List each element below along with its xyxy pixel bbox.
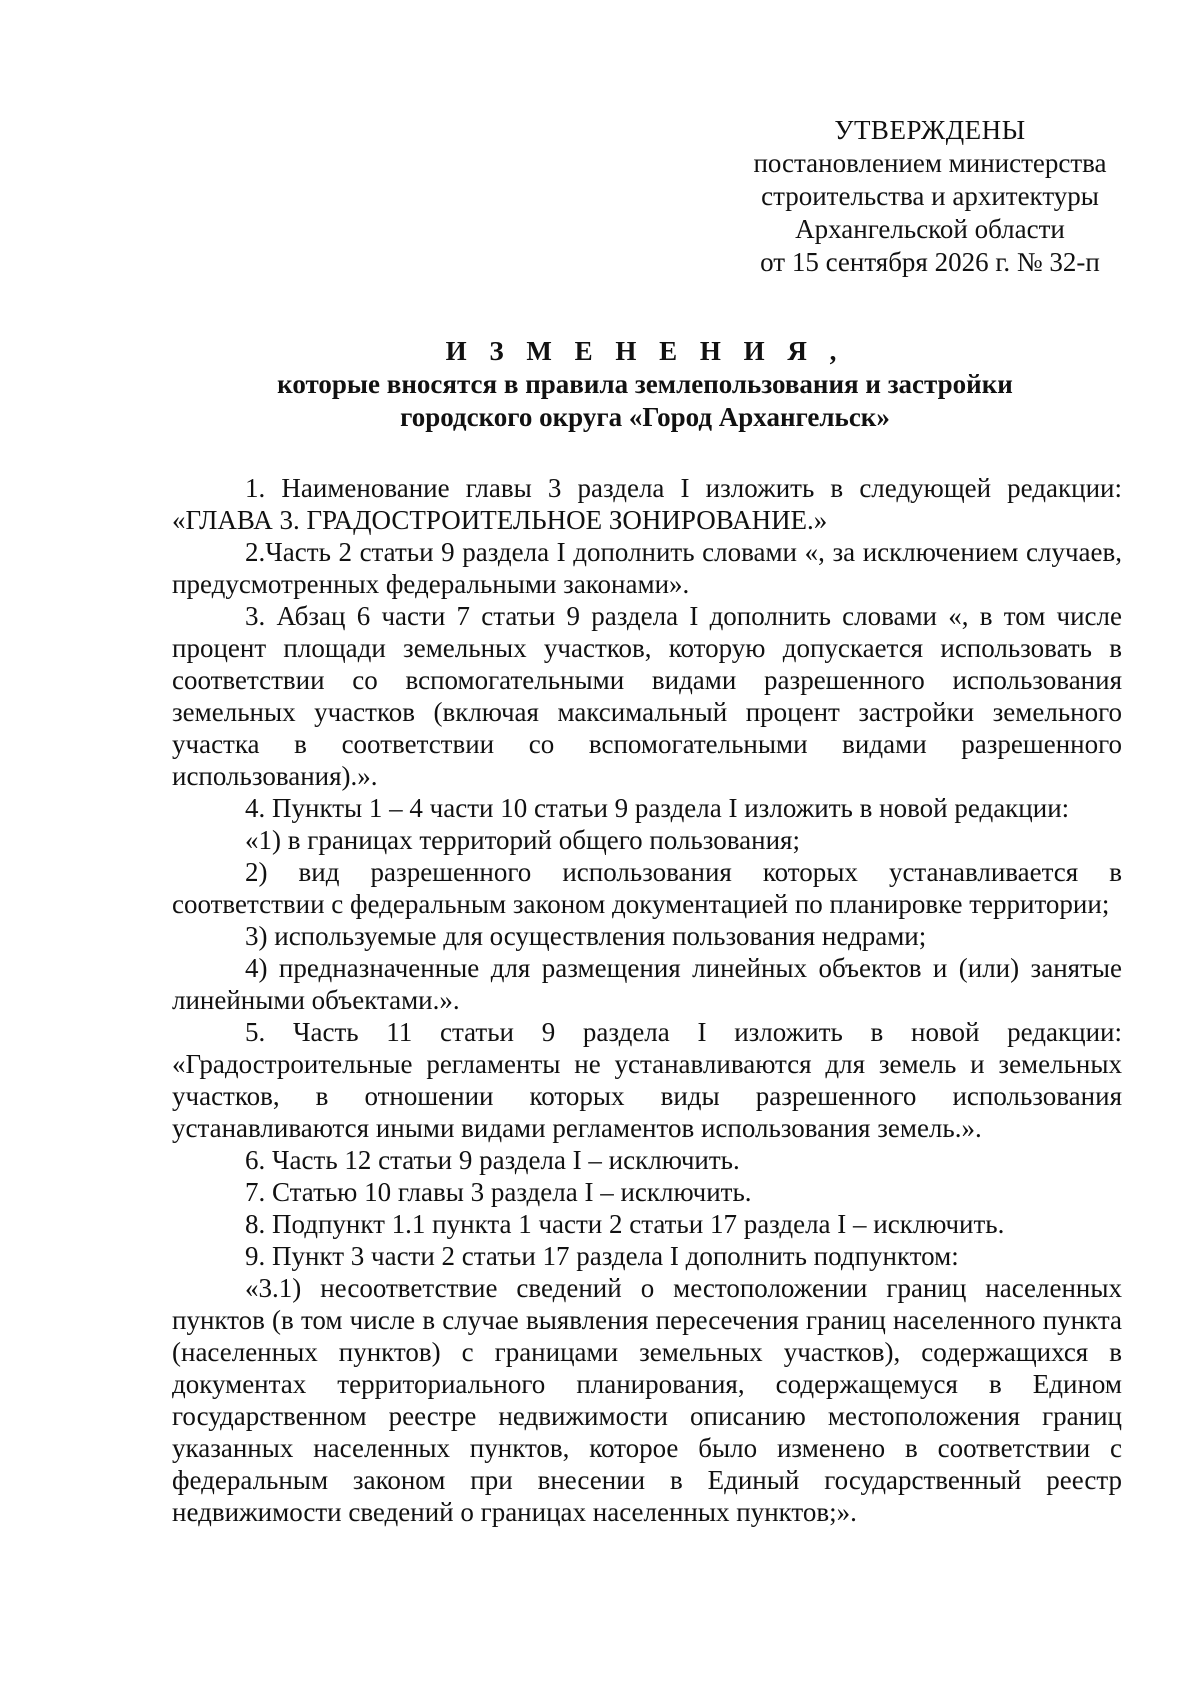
title-heading: И З М Е Н Е Н И Я , <box>445 336 845 366</box>
title-line-2: городского округа «Город Архангельск» <box>400 402 890 432</box>
amendment-item-6: 6. Часть 12 статьи 9 раздела I – исключить. <box>245 1145 740 1175</box>
amendment-item-8: 8. Подпункт 1.1 пункта 1 части 2 статьи 17 раздела I – исключить. <box>245 1209 1005 1239</box>
amendment-item-4: 4. Пункты 1 – 4 части 10 статьи 9 раздела I изложить в новой редакции: <box>245 793 1070 823</box>
approval-line-2: строительства и архитектуры <box>761 181 1099 211</box>
approval-title: УТВЕРЖДЕНЫ <box>834 115 1026 145</box>
amendment-item-2: 2.Часть 2 статьи 9 раздела I дополнить словами «, за исключением случаев, предусмотренных федеральными законами». <box>172 537 1122 599</box>
document-title <box>170 335 1120 434</box>
amendment-item-9: 9. Пункт 3 части 2 статьи 17 раздела I дополнить подпунктом: <box>245 1241 959 1271</box>
amendment-subitem-4-3: 3) используемые для осуществления пользования недрами; <box>245 921 927 951</box>
amendment-item-5: 5. Часть 11 статьи 9 раздела I изложить в новой редакции: «Градостроительные регламенты не устанавливаются для земель и земельных участков, в отношении которых виды разрешенного использования устанавливаются иными видами регламентов использования земель.». <box>172 1017 1122 1143</box>
amendment-subitem-4-1: «1) в границах территорий общего пользования; <box>245 825 800 855</box>
document-body <box>172 472 1122 1528</box>
amendment-item-7: 7. Статью 10 главы 3 раздела I – исключить. <box>245 1177 752 1207</box>
approval-line-3: Архангельской области <box>795 214 1065 244</box>
approval-line-1: постановлением министерства <box>753 148 1107 178</box>
amendment-subitem-4-4: 4) предназначенные для размещения линейных объектов и (или) занятые линейными объектами.». <box>172 953 1122 1015</box>
approval-date-number: от 15 сентября 2026 г. № 32-п <box>760 247 1100 277</box>
title-line-1: которые вносятся в правила землепользования и застройки <box>277 369 1013 399</box>
amendment-item-1: 1. Наименование главы 3 раздела I изложить в следующей редакции: «ГЛАВА 3. ГРАДОСТРОИТЕЛЬНОЕ ЗОНИРОВАНИЕ.» <box>172 473 1122 535</box>
amendment-item-3: 3. Абзац 6 части 7 статьи 9 раздела I дополнить словами «, в том числе процент площади земельных участков, которую допускается использовать в соответствии со вспомогательными видами разрешенного использования земельных участков (включая максимальный процент застройки земельного участка в соответствии со вспомогательными видами разрешенного использования).». <box>172 601 1122 791</box>
amendment-subitem-4-2: 2) вид разрешенного использования которых устанавливается в соответствии с федеральным законом документацией по планировке территории; <box>172 857 1122 919</box>
approval-stamp-block <box>700 114 1160 279</box>
amendment-subitem-9-3-1: «3.1) несоответствие сведений о местоположении границ населенных пунктов (в том числе в случае выявления пересечения границ населенного пункта (населенных пунктов) с границами земельных участков), содержащихся в документах территориального планирования, содержащемуся в Едином государственном реестре недвижимости описанию местоположения границ указанных населенных пунктов, которое было изменено в соответствии с федеральным законом при внесении в Единый государственный реестр недвижимости сведений о границах населенных пунктов;». <box>172 1273 1122 1527</box>
